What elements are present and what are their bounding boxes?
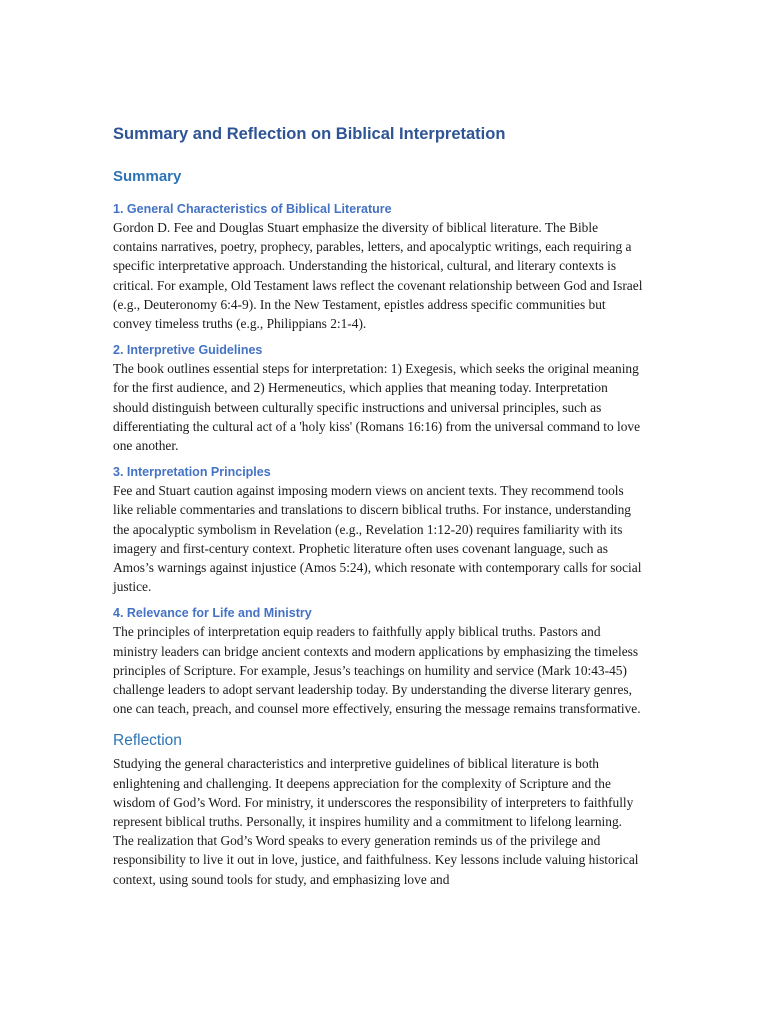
section-paragraph: Gordon D. Fee and Douglas Stuart emphasize the diversity of biblical literature. The Bible contains narratives, poetry, prophecy, parables, letters, and apocalyptic writings, each requiring a specific interpretative approach. Understanding the historical, cultural, and literary contexts is critical. For example, Old Testament laws reflect the covenant relationship between God and Israel (e.g., Deuteronomy 6:4-9). In the New Testament, epistles address specific communities but convey timeless truths (e.g., Philippians 2:1-4).	[113, 220, 643, 332]
section-heading: 1. General Characteristics of Biblical Literature	[113, 202, 392, 216]
reflection-paragraph: Studying the general characteristics and interpretive guidelines of biblical literature is both enlightening and challenging. It deepens appreciation for the complexity of Scripture and the wisdom of God’s Word. For ministry, it underscores the responsibility of interpreters to faithfully represent biblical truths. Personally, it inspires humility and a commitment to lifelong learning. The realization that God’s Word speaks to every generation reminds us of the privilege and responsibility to live it out in love, justice, and faithfulness. Key lessons include valuing historical context, using sound tools for study, and emphasizing love and	[113, 756, 639, 887]
section-interpretation-principles	[113, 463, 643, 596]
document-title: Summary and Reflection on Biblical Interpretation	[113, 125, 506, 143]
section-heading: 2. Interpretive Guidelines	[113, 343, 263, 358]
section-paragraph: The principles of interpretation equip readers to faithfully apply biblical truths. Pastors and ministry leaders can bridge ancient contexts and modern applications by emphasizing the timeless principles of Scripture. For example, Jesus’s teachings on humility and service (Mark 10:43-45) challenge leaders to adopt servant leadership today. By understanding the diverse literary genres, one can teach, preach, and counsel more effectively, ensuring the message remains transformative.	[113, 624, 641, 717]
section-interpretive-guidelines	[113, 341, 643, 455]
section-heading: 4. Relevance for Life and Ministry	[113, 606, 312, 621]
reflection-heading: Reflection	[113, 732, 182, 750]
section-relevance-ministry	[113, 604, 643, 718]
section-paragraph: Fee and Stuart caution against imposing modern views on ancient texts. They recommend tools like reliable commentaries and translations to discern biblical truths. For instance, understanding the apocalyptic symbolism in Revelation (e.g., Revelation 1:12-20) requires familiarity with its imagery and first-century context. Prophetic literature often uses covenant language, such as Amos’s warnings against injustice (Amos 5:24), which resonate with contemporary calls for social justice.	[113, 483, 642, 595]
section-general-characteristics	[113, 200, 643, 333]
section-heading: 3. Interpretation Principles	[113, 465, 271, 480]
summary-heading: Summary	[113, 168, 182, 185]
section-paragraph: The book outlines essential steps for interpretation: 1) Exegesis, which seeks the original meaning for the first audience, and 2) Hermeneutics, which applies that meaning today. Interpretation should distinguish between culturally specific instructions and universal principles, such as differentiating the cultural act of a 'holy kiss' (Romans 16:16) from the universal command to love one another.	[113, 361, 641, 454]
document-page	[113, 122, 643, 897]
